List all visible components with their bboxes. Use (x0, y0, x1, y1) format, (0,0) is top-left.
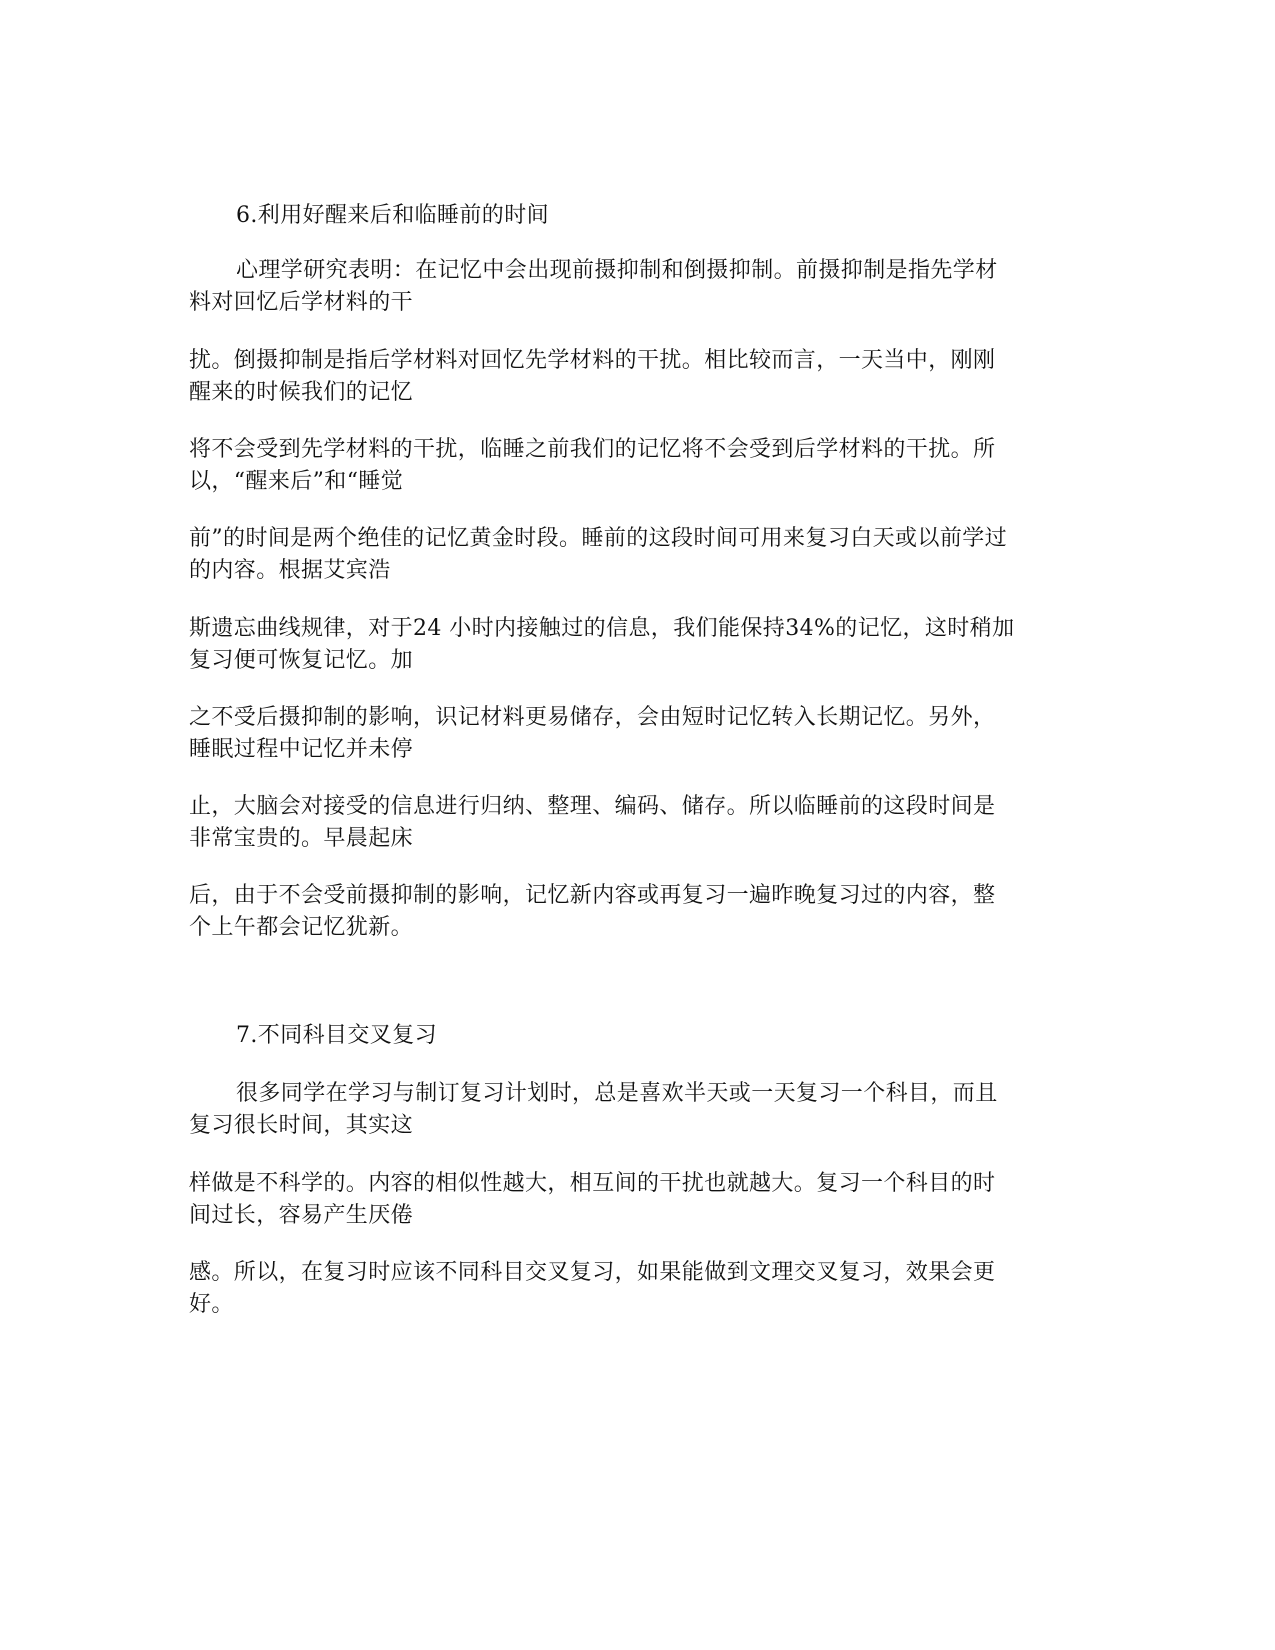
paragraph-line: 间过长，容易产生厌倦 (189, 1203, 414, 1228)
paragraph-line: 料对回忆后学材料的干 (189, 290, 414, 315)
paragraph-line: 睡眠过程中记忆并未停 (189, 737, 414, 762)
paragraph-line: 止，大脑会对接受的信息进行归纳、整理、编码、储存。所以临睡前的这段时间是 (189, 794, 996, 819)
paragraph-line: 复习很长时间，其实这 (189, 1113, 414, 1138)
paragraph-line: 好。 (189, 1292, 234, 1317)
paragraph-line: 斯遗忘曲线规律，对于24 小时内接触过的信息，我们能保持34%的记忆，这时稍加 (189, 616, 1015, 641)
paragraph-line: 个上午都会记忆犹新。 (189, 915, 414, 940)
section-6-heading: 6.利用好醒来后和临睡前的时间 (236, 203, 549, 228)
section-7-heading: 7.不同科目交叉复习 (236, 1023, 437, 1048)
paragraph-line: 样做是不科学的。内容的相似性越大，相互间的干扰也就越大。复习一个科目的时 (189, 1171, 996, 1196)
paragraph-line: 前”的时间是两个绝佳的记忆黄金时段。睡前的这段时间可用来复习白天或以前学过 (189, 526, 1008, 551)
paragraph-line: 扰。倒摄抑制是指后学材料对回忆先学材料的干扰。相比较而言，一天当中，刚刚 (189, 348, 996, 373)
paragraph-line: 心理学研究表明：在记忆中会出现前摄抑制和倒摄抑制。前摄抑制是指先学材 (236, 258, 998, 283)
paragraph-line: 以，“醒来后”和“睡觉 (189, 469, 404, 494)
paragraph-line: 非常宝贵的。早晨起床 (189, 826, 414, 851)
paragraph-line: 后，由于不会受前摄抑制的影响，记忆新内容或再复习一遍昨晚复习过的内容，整 (189, 883, 996, 908)
paragraph-line: 醒来的时候我们的记忆 (189, 380, 414, 405)
paragraph-line: 复习便可恢复记忆。加 (189, 648, 414, 673)
paragraph-line: 感。所以，在复习时应该不同科目交叉复习，如果能做到文理交叉复习，效果会更 (189, 1260, 996, 1285)
paragraph-line: 很多同学在学习与制订复习计划时，总是喜欢半天或一天复习一个科目，而且 (236, 1081, 998, 1106)
paragraph-line: 的内容。根据艾宾浩 (189, 558, 391, 583)
paragraph-line: 将不会受到先学材料的干扰，临睡之前我们的记忆将不会受到后学材料的干扰。所 (189, 437, 996, 462)
paragraph-line: 之不受后摄抑制的影响，识记材料更易储存，会由短时记忆转入长期记忆。另外， (189, 705, 996, 730)
